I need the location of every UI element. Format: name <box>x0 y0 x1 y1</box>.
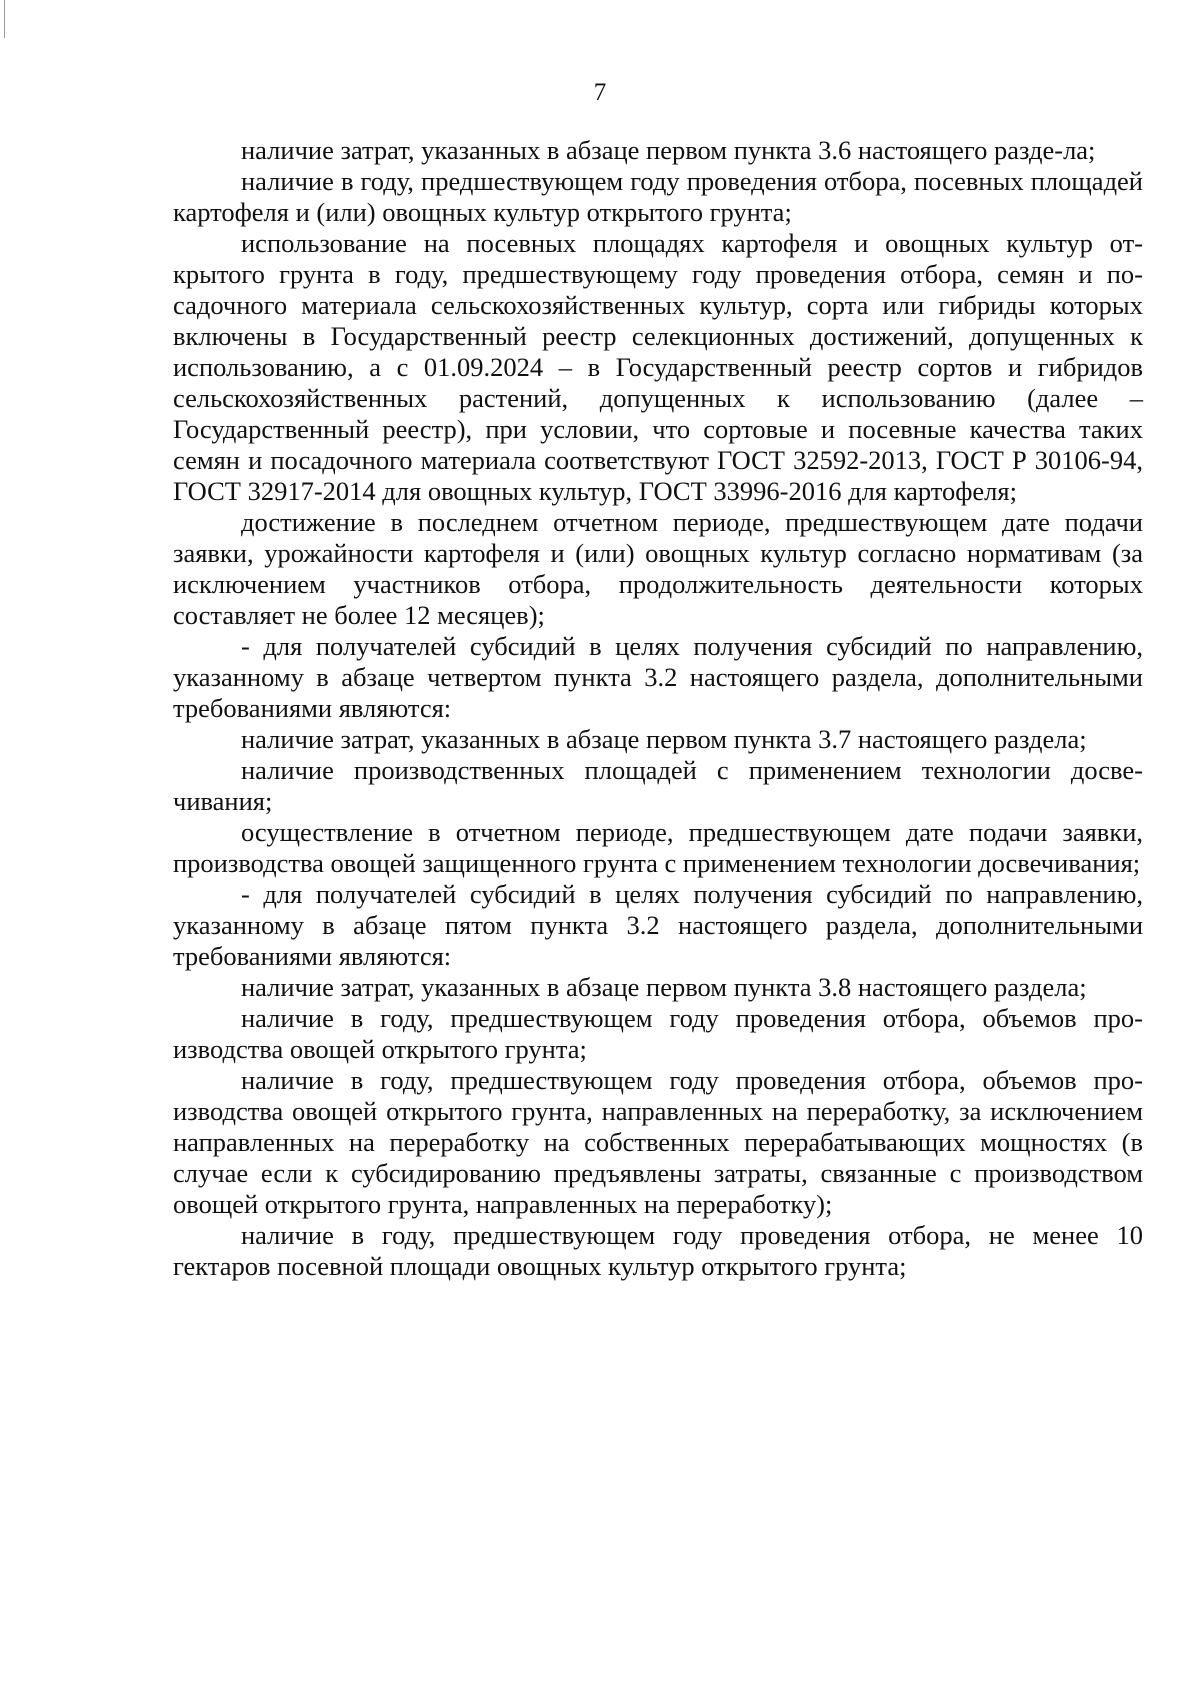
paragraph-11: наличие в году, предшествующем году проведения отбора, объемов производства овощей открытого грунта; <box>173 1003 1143 1064</box>
scan-edge-mark <box>4 0 5 38</box>
paragraph-8: осуществление в отчетном периоде, предшествующем дате подачи заявки, производства овощей защищенного грунта с применением технологии досвечивания; <box>173 817 1143 878</box>
paragraph-1: наличие затрат, указанных в абзаце первом пункта 3.6 настоящего разде-ла; <box>241 135 1096 165</box>
paragraph-2: наличие в году, предшествующем году проведения отбора, посевных площадей картофеля и (или) овощных культур открытого грунта; <box>173 166 1143 227</box>
page-number: 7 <box>593 79 607 106</box>
paragraph-10: наличие затрат, указанных в абзаце первом пункта 3.8 настоящего раздела; <box>241 972 1087 1002</box>
paragraph-5: - для получателей субсидий в целях получения субсидий по направлению, указанному в абзаце четвертом пункта 3.2 настоящего раздела, дополнительными требованиями являются: <box>173 631 1143 723</box>
paragraph-13: наличие в году, предшествующем году проведения отбора, не менее 10 гектаров посевной площади овощных культур открытого грунта; <box>173 1220 1143 1281</box>
paragraph-6: наличие затрат, указанных в абзаце первом пункта 3.7 настоящего раздела; <box>241 724 1087 754</box>
paragraph-7: наличие производственных площадей с применением технологии досвечивания; <box>173 755 1143 816</box>
paragraph-12: наличие в году, предшествующем году проведения отбора, объемов производства овощей открытого грунта, направленных на переработку, за исключением направленных на переработку на собственных перерабатывающих мощностях (в случае если к субсидированию предъявлены затраты, связанные с производством овощей открытого грунта, направленных на переработку); <box>173 1065 1143 1219</box>
paragraph-3: использование на посевных площадях картофеля и овощных культур открытого грунта в году, предшествующему году проведения отбора, семян и посадочного материала сельскохозяйственных культур, сорта или гибриды которых включены в Государственный реестр селекционных достижений, допущенных к использованию, а с 01.09.2024 – в Государственный реестр сортов и гибридов сельскохозяйственных растений, допущенных к использованию (далее – Государственный реестр), при условии, что сортовые и посевные качества таких семян и посадочного материала соответствуют ГОСТ 32592-2013, ГОСТ Р 30106-94, ГОСТ 32917-2014 для овощных культур, ГОСТ 33996-2016 для картофеля; <box>173 228 1143 506</box>
document-body <box>173 135 1143 1282</box>
paragraph-4: достижение в последнем отчетном периоде, предшествующем дате подачи заявки, урожайности картофеля и (или) овощных культур согласно нормативам (за исключением участников отбора, продолжительность деятельности которых составляет не более 12 месяцев); <box>173 507 1143 630</box>
paragraph-9: - для получателей субсидий в целях получения субсидий по направлению, указанному в абзаце пятом пункта 3.2 настоящего раздела, дополнительными требованиями являются: <box>173 879 1143 971</box>
